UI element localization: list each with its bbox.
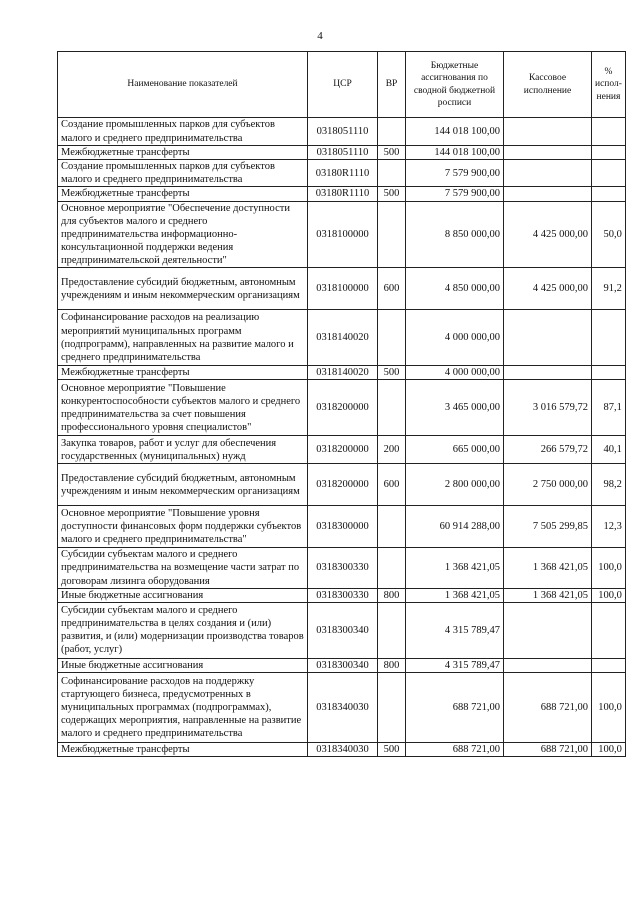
cell-vr	[378, 506, 406, 548]
cell-cash: 688 721,00	[504, 672, 592, 742]
cell-pct	[592, 118, 626, 146]
cell-budget: 3 465 000,00	[406, 380, 504, 436]
table-row	[58, 742, 626, 756]
cell-cash	[504, 118, 592, 146]
cell-vr	[378, 118, 406, 146]
cell-vr: 600	[378, 464, 406, 506]
cell-csr: 03180R1110	[308, 160, 378, 187]
cell-budget: 7 579 900,00	[406, 187, 504, 201]
cell-pct: 100,0	[592, 588, 626, 602]
cell-pct	[592, 658, 626, 672]
cell-pct	[592, 366, 626, 380]
cell-name: Субсидии субъектам малого и среднего предпринимательства в целях создания и (или) развития, и (или) модернизации производства товаров (работ, услуг)	[58, 602, 308, 658]
cell-pct	[592, 146, 626, 160]
cell-vr: 500	[378, 187, 406, 201]
table-row	[58, 658, 626, 672]
cell-csr: 0318340030	[308, 672, 378, 742]
cell-pct	[592, 602, 626, 658]
cell-vr	[378, 672, 406, 742]
table-row	[58, 160, 626, 187]
cell-csr: 03180R1110	[308, 187, 378, 201]
cell-pct: 40,1	[592, 436, 626, 464]
table-header-row	[58, 52, 626, 118]
cell-name: Предоставление субсидий бюджетным, автономным учреждениям и иным некоммерческим организациям	[58, 464, 308, 506]
table-row	[58, 118, 626, 146]
cell-csr: 0318340030	[308, 742, 378, 756]
cell-cash: 3 016 579,72	[504, 380, 592, 436]
cell-pct: 91,2	[592, 268, 626, 310]
cell-pct: 12,3	[592, 506, 626, 548]
cell-name: Предоставление субсидий бюджетным, автономным учреждениям и иным некоммерческим организациям	[58, 268, 308, 310]
cell-name: Межбюджетные трансферты	[58, 366, 308, 380]
cell-name: Межбюджетные трансферты	[58, 187, 308, 201]
cell-name: Софинансирование расходов на реализацию мероприятий муниципальных программ (подпрограмм), направленных на развитие малого и среднего предпринимательства	[58, 310, 308, 366]
header-budget: Бюджетные ассигнования по сводной бюджетной росписи	[406, 52, 504, 118]
cell-cash	[504, 146, 592, 160]
cell-name: Основное мероприятие "Повышение уровня доступности финансовых форм поддержки субъектов малого и среднего предпринимательства"	[58, 506, 308, 548]
table-row	[58, 588, 626, 602]
cell-budget: 665 000,00	[406, 436, 504, 464]
cell-cash	[504, 602, 592, 658]
cell-name: Межбюджетные трансферты	[58, 146, 308, 160]
cell-budget: 688 721,00	[406, 672, 504, 742]
cell-pct	[592, 310, 626, 366]
cell-cash: 1 368 421,05	[504, 548, 592, 588]
header-cash: Кассовое исполнение	[504, 52, 592, 118]
table-row	[58, 436, 626, 464]
budget-table	[57, 51, 626, 757]
cell-vr: 800	[378, 658, 406, 672]
cell-vr	[378, 602, 406, 658]
header-csr: ЦСР	[308, 52, 378, 118]
cell-budget: 144 018 100,00	[406, 118, 504, 146]
cell-pct	[592, 160, 626, 187]
cell-name: Закупка товаров, работ и услуг для обеспечения государственных (муниципальных) нужд	[58, 436, 308, 464]
cell-name: Иные бюджетные ассигнования	[58, 658, 308, 672]
cell-pct	[592, 187, 626, 201]
header-vr: ВР	[378, 52, 406, 118]
cell-cash: 4 425 000,00	[504, 268, 592, 310]
cell-name: Софинансирование расходов на поддержку стартующего бизнеса, предусмотренных в муниципальных программах (подпрограммах), содержащих мероприятия, направленные на развитие малого и среднего предпринимательства	[58, 672, 308, 742]
cell-cash: 1 368 421,05	[504, 588, 592, 602]
cell-name: Создание промышленных парков для субъектов малого и среднего предпринимательства	[58, 118, 308, 146]
table-row	[58, 380, 626, 436]
cell-cash: 266 579,72	[504, 436, 592, 464]
cell-budget: 7 579 900,00	[406, 160, 504, 187]
cell-csr: 0318200000	[308, 464, 378, 506]
cell-name: Межбюджетные трансферты	[58, 742, 308, 756]
page-number: 4	[317, 30, 323, 42]
cell-csr: 0318300000	[308, 506, 378, 548]
cell-pct: 87,1	[592, 380, 626, 436]
table-row	[58, 187, 626, 201]
cell-budget: 688 721,00	[406, 742, 504, 756]
cell-cash	[504, 366, 592, 380]
cell-csr: 0318300330	[308, 548, 378, 588]
cell-cash: 7 505 299,85	[504, 506, 592, 548]
cell-vr: 500	[378, 366, 406, 380]
cell-budget: 4 315 789,47	[406, 658, 504, 672]
cell-cash	[504, 160, 592, 187]
cell-budget: 1 368 421,05	[406, 588, 504, 602]
cell-budget: 60 914 288,00	[406, 506, 504, 548]
cell-csr: 0318200000	[308, 380, 378, 436]
header-pct: % испол-нения	[592, 52, 626, 118]
table-row	[58, 464, 626, 506]
cell-cash: 688 721,00	[504, 742, 592, 756]
table-row	[58, 602, 626, 658]
cell-pct: 100,0	[592, 672, 626, 742]
table-row	[58, 310, 626, 366]
table-row	[58, 268, 626, 310]
cell-budget: 2 800 000,00	[406, 464, 504, 506]
cell-csr: 0318300340	[308, 602, 378, 658]
cell-vr	[378, 380, 406, 436]
cell-pct: 98,2	[592, 464, 626, 506]
header-name: Наименование показателей	[58, 52, 308, 118]
cell-name: Субсидии субъектам малого и среднего предпринимательства на возмещение части затрат по договорам лизинга оборудования	[58, 548, 308, 588]
cell-vr	[378, 310, 406, 366]
table-row	[58, 506, 626, 548]
cell-csr: 0318100000	[308, 268, 378, 310]
table-body	[58, 118, 626, 757]
cell-budget: 4 000 000,00	[406, 310, 504, 366]
cell-csr: 0318140020	[308, 310, 378, 366]
cell-csr: 0318051110	[308, 118, 378, 146]
cell-csr: 0318100000	[308, 201, 378, 268]
cell-cash: 4 425 000,00	[504, 201, 592, 268]
cell-name: Создание промышленных парков для субъектов малого и среднего предпринимательства	[58, 160, 308, 187]
cell-budget: 4 000 000,00	[406, 366, 504, 380]
cell-budget: 8 850 000,00	[406, 201, 504, 268]
table-row	[58, 366, 626, 380]
cell-vr: 800	[378, 588, 406, 602]
table-row	[58, 201, 626, 268]
cell-csr: 0318300340	[308, 658, 378, 672]
cell-budget: 4 315 789,47	[406, 602, 504, 658]
cell-vr	[378, 548, 406, 588]
cell-budget: 4 850 000,00	[406, 268, 504, 310]
cell-cash	[504, 658, 592, 672]
cell-name: Основное мероприятие "Обеспечение доступности для субъектов малого и среднего предпринимательства информационно-консультационной поддержки ведения предпринимательской деятельности"	[58, 201, 308, 268]
table-row	[58, 146, 626, 160]
cell-budget: 144 018 100,00	[406, 146, 504, 160]
table-row	[58, 548, 626, 588]
cell-cash: 2 750 000,00	[504, 464, 592, 506]
cell-name: Иные бюджетные ассигнования	[58, 588, 308, 602]
cell-name: Основное мероприятие "Повышение конкурентоспособности субъектов малого и среднего предпринимательства за счет повышения профессионального уровня специалистов"	[58, 380, 308, 436]
cell-csr: 0318300330	[308, 588, 378, 602]
cell-csr: 0318051110	[308, 146, 378, 160]
table-row	[58, 672, 626, 742]
cell-cash	[504, 187, 592, 201]
cell-vr: 500	[378, 742, 406, 756]
cell-vr: 500	[378, 146, 406, 160]
cell-vr	[378, 201, 406, 268]
cell-vr: 200	[378, 436, 406, 464]
cell-vr: 600	[378, 268, 406, 310]
cell-cash	[504, 310, 592, 366]
cell-vr	[378, 160, 406, 187]
cell-pct: 50,0	[592, 201, 626, 268]
cell-pct: 100,0	[592, 548, 626, 588]
cell-csr: 0318200000	[308, 436, 378, 464]
cell-csr: 0318140020	[308, 366, 378, 380]
cell-pct: 100,0	[592, 742, 626, 756]
cell-budget: 1 368 421,05	[406, 548, 504, 588]
